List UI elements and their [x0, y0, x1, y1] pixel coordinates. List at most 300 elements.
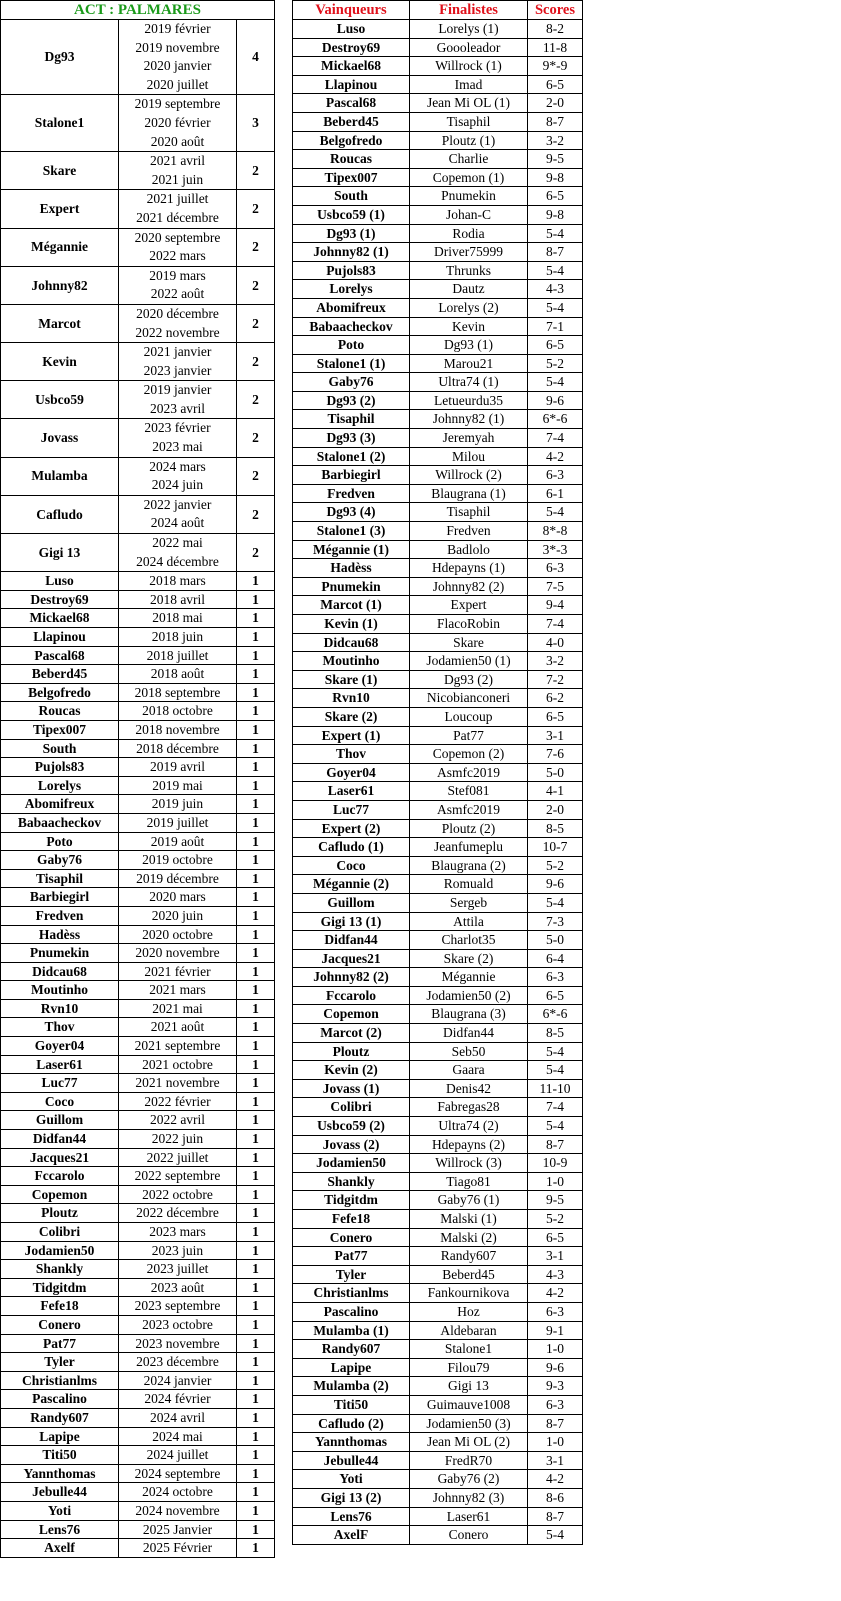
win-count: 1: [237, 1241, 275, 1260]
win-date: 2018 août: [119, 665, 237, 684]
final-winner: Roucas: [293, 150, 410, 169]
final-row: [293, 670, 583, 689]
palmares-row: [1, 813, 275, 832]
final-winner: Yoti: [293, 1470, 410, 1489]
final-finalist: Beberd45: [410, 1265, 528, 1284]
final-score: 5-0: [528, 763, 583, 782]
final-finalist: Asmfc2019: [410, 800, 528, 819]
final-score: 8-7: [528, 1507, 583, 1526]
win-date: 2021 août: [119, 1018, 237, 1037]
final-winner: Colibri: [293, 1098, 410, 1117]
final-finalist: Denis42: [410, 1079, 528, 1098]
win-date: 2023 février: [144, 420, 211, 436]
final-finalist: Expert: [410, 596, 528, 615]
win-date: 2023 novembre: [119, 1334, 237, 1353]
win-dates: [119, 419, 237, 457]
winner-name: Didcau68: [1, 962, 119, 981]
win-count: 1: [237, 813, 275, 832]
win-date: 2018 décembre: [119, 739, 237, 758]
win-count: 2: [237, 534, 275, 572]
final-finalist: Dautz: [410, 280, 528, 299]
win-count: 1: [237, 1483, 275, 1502]
final-winner: Belgofredo: [293, 131, 410, 150]
win-dates: [119, 457, 237, 495]
palmares-row: [1, 1408, 275, 1427]
final-score: 4-1: [528, 782, 583, 801]
win-dates: [119, 20, 237, 95]
winner-name: Usbco59: [1, 381, 119, 419]
win-count: 1: [237, 739, 275, 758]
palmares-row: [1, 1427, 275, 1446]
palmares-row: [1, 1204, 275, 1223]
final-finalist: Malski (1): [410, 1210, 528, 1229]
win-date: 2023 avril: [149, 400, 206, 416]
final-row: [293, 689, 583, 708]
final-row: [293, 540, 583, 559]
palmares-row: [1, 1446, 275, 1465]
final-row: [293, 819, 583, 838]
final-score: 8-2: [528, 20, 583, 39]
final-row: [293, 503, 583, 522]
final-score: 11-10: [528, 1079, 583, 1098]
final-finalist: Ploutz (1): [410, 131, 528, 150]
win-dates: [119, 228, 237, 266]
win-date: 2022 septembre: [119, 1167, 237, 1186]
win-count: 1: [237, 906, 275, 925]
final-row: [293, 317, 583, 336]
winners-header: Vainqueurs: [293, 1, 410, 20]
final-winner: Gigi 13 (1): [293, 912, 410, 931]
win-count: 1: [237, 1539, 275, 1558]
final-finalist: Driver75999: [410, 243, 528, 262]
final-finalist: Ploutz (2): [410, 819, 528, 838]
final-finalist: Fabregas28: [410, 1098, 528, 1117]
winner-name: Yoti: [1, 1501, 119, 1520]
final-winner: Stalone1 (3): [293, 522, 410, 541]
win-count: 1: [237, 1446, 275, 1465]
final-finalist: Jean Mi OL (1): [410, 94, 528, 113]
final-score: 8-6: [528, 1488, 583, 1507]
win-date: 2019 octobre: [119, 851, 237, 870]
final-score: 1-0: [528, 1433, 583, 1452]
final-winner: Yannthomas: [293, 1433, 410, 1452]
win-date: 2024 décembre: [136, 553, 219, 569]
palmares-row: [1, 343, 275, 381]
palmares-row: [1, 1278, 275, 1297]
final-winner: Usbco59 (1): [293, 205, 410, 224]
winner-name: Conero: [1, 1315, 119, 1334]
final-row: [293, 1172, 583, 1191]
win-date: 2019 février: [144, 21, 211, 36]
final-winner: Fredven: [293, 484, 410, 503]
palmares-row: [1, 1018, 275, 1037]
final-finalist: Blaugrana (1): [410, 484, 528, 503]
final-score: 6-3: [528, 968, 583, 987]
final-score: 9-5: [528, 150, 583, 169]
final-winner: Pascal68: [293, 94, 410, 113]
palmares-row: [1, 1334, 275, 1353]
final-finalist: FlacoRobin: [410, 615, 528, 634]
final-finalist: Fredven: [410, 522, 528, 541]
final-winner: Stalone1 (1): [293, 354, 410, 373]
final-score: 5-2: [528, 856, 583, 875]
final-winner: Jacques21: [293, 949, 410, 968]
win-date: 2023 janvier: [143, 362, 212, 378]
win-dates: [119, 343, 237, 381]
final-finalist: Skare (2): [410, 949, 528, 968]
final-score: 8-5: [528, 1024, 583, 1043]
final-score: 7-4: [528, 1098, 583, 1117]
final-score: 6-3: [528, 1395, 583, 1414]
final-winner: Poto: [293, 336, 410, 355]
palmares-row: [1, 646, 275, 665]
final-winner: Luso: [293, 20, 410, 39]
final-finalist: Johnny82 (2): [410, 577, 528, 596]
winner-name: Tyler: [1, 1353, 119, 1372]
palmares-row: [1, 1464, 275, 1483]
final-score: 3-1: [528, 726, 583, 745]
final-winner: Goyer04: [293, 763, 410, 782]
win-date: 2020 septembre: [134, 229, 221, 245]
final-winner: Beberd45: [293, 112, 410, 131]
final-score: 2-0: [528, 800, 583, 819]
win-date: 2024 septembre: [119, 1464, 237, 1483]
final-row: [293, 615, 583, 634]
win-count: 1: [237, 646, 275, 665]
win-count: 1: [237, 1297, 275, 1316]
win-date: 2021 juillet: [146, 191, 209, 207]
final-winner: Gigi 13 (2): [293, 1488, 410, 1507]
final-row: [293, 763, 583, 782]
winner-name: Luso: [1, 572, 119, 591]
final-winner: Luc77: [293, 800, 410, 819]
win-count: 1: [237, 944, 275, 963]
win-date: 2023 mars: [119, 1223, 237, 1242]
final-winner: AxelF: [293, 1526, 410, 1545]
final-score: 5-4: [528, 1061, 583, 1080]
win-count: 1: [237, 888, 275, 907]
win-date: 2018 novembre: [119, 720, 237, 739]
final-row: [293, 38, 583, 57]
final-row: [293, 745, 583, 764]
final-winner: Usbco59 (2): [293, 1117, 410, 1136]
final-finalist: Romuald: [410, 875, 528, 894]
win-date: 2022 juillet: [119, 1148, 237, 1167]
winner-name: Tisaphil: [1, 869, 119, 888]
winner-name: Dg93: [1, 20, 119, 95]
win-count: 1: [237, 1371, 275, 1390]
winner-name: Abomifreux: [1, 795, 119, 814]
final-row: [293, 373, 583, 392]
final-row: [293, 466, 583, 485]
win-date: 2022 octobre: [119, 1185, 237, 1204]
win-count: 1: [237, 1520, 275, 1539]
winner-name: Lapipe: [1, 1427, 119, 1446]
final-row: [293, 1488, 583, 1507]
final-score: 6-5: [528, 986, 583, 1005]
final-finalist: Tiago81: [410, 1172, 528, 1191]
final-score: 9-6: [528, 1358, 583, 1377]
win-count: 1: [237, 572, 275, 591]
final-finalist: Gaby76 (1): [410, 1191, 528, 1210]
final-finalist: Rodia: [410, 224, 528, 243]
win-count: 4: [237, 20, 275, 95]
winner-name: Barbiegirl: [1, 888, 119, 907]
win-date: 2023 octobre: [119, 1315, 237, 1334]
final-row: [293, 75, 583, 94]
final-finalist: Charlie: [410, 150, 528, 169]
final-score: 5-4: [528, 1042, 583, 1061]
winner-name: Didfan44: [1, 1130, 119, 1149]
final-row: [293, 1117, 583, 1136]
palmares-row: [1, 266, 275, 304]
palmares-row: [1, 590, 275, 609]
final-finalist: Mégannie: [410, 968, 528, 987]
final-score: 9-8: [528, 205, 583, 224]
final-winner: Jovass (1): [293, 1079, 410, 1098]
final-row: [293, 410, 583, 429]
win-count: 1: [237, 1260, 275, 1279]
win-date: 2018 juin: [119, 628, 237, 647]
final-winner: Expert (1): [293, 726, 410, 745]
final-winner: Copemon: [293, 1005, 410, 1024]
final-row: [293, 336, 583, 355]
final-winner: Dg93 (1): [293, 224, 410, 243]
win-date: 2023 mai: [152, 439, 203, 455]
win-count: 1: [237, 1092, 275, 1111]
palmares-row: [1, 981, 275, 1000]
final-row: [293, 484, 583, 503]
final-finalist: Blaugrana (2): [410, 856, 528, 875]
final-row: [293, 1098, 583, 1117]
final-finalist: Copemon (1): [410, 168, 528, 187]
win-date: 2018 avril: [119, 590, 237, 609]
final-finalist: Fankournikova: [410, 1284, 528, 1303]
palmares-row: [1, 1520, 275, 1539]
palmares-row: [1, 944, 275, 963]
final-score: 10-7: [528, 838, 583, 857]
final-score: 6-2: [528, 689, 583, 708]
win-count: 1: [237, 665, 275, 684]
win-date: 2022 février: [119, 1092, 237, 1111]
final-winner: Pujols83: [293, 261, 410, 280]
final-finalist: Pat77: [410, 726, 528, 745]
final-row: [293, 522, 583, 541]
final-score: 8-7: [528, 1414, 583, 1433]
win-date: 2023 décembre: [119, 1353, 237, 1372]
palmares-row: [1, 925, 275, 944]
win-date: 2020 février: [144, 114, 211, 130]
finalists-header: Finalistes: [410, 1, 528, 20]
final-score: 4-0: [528, 633, 583, 652]
palmares-row: [1, 609, 275, 628]
final-row: [293, 838, 583, 857]
final-winner: Babaacheckov: [293, 317, 410, 336]
win-date: 2019 août: [119, 832, 237, 851]
final-winner: Pat77: [293, 1247, 410, 1266]
final-finalist: Jeanfumeplu: [410, 838, 528, 857]
palmares-row: [1, 1353, 275, 1372]
final-finalist: Marou21: [410, 354, 528, 373]
palmares-row: [1, 419, 275, 457]
win-count: 2: [237, 266, 275, 304]
palmares-row: [1, 572, 275, 591]
winner-name: Gaby76: [1, 851, 119, 870]
winner-name: Pat77: [1, 1334, 119, 1353]
final-row: [293, 726, 583, 745]
palmares-row: [1, 683, 275, 702]
final-row: [293, 577, 583, 596]
final-row: [293, 131, 583, 150]
scores-header: Scores: [528, 1, 583, 20]
final-row: [293, 391, 583, 410]
win-count: 1: [237, 925, 275, 944]
winner-name: Mickael68: [1, 609, 119, 628]
final-row: [293, 875, 583, 894]
win-count: 1: [237, 1167, 275, 1186]
win-count: 2: [237, 381, 275, 419]
final-score: 9-8: [528, 168, 583, 187]
final-score: 7-5: [528, 577, 583, 596]
final-winner: Christianlms: [293, 1284, 410, 1303]
win-count: 1: [237, 1055, 275, 1074]
final-score: 5-4: [528, 298, 583, 317]
palmares-row: [1, 1111, 275, 1130]
win-date: 2019 juin: [119, 795, 237, 814]
final-finalist: Johan-C: [410, 205, 528, 224]
final-winner: Ploutz: [293, 1042, 410, 1061]
win-date: 2020 janvier: [143, 58, 212, 74]
winner-name: Lens76: [1, 1520, 119, 1539]
final-finalist: Goooleador: [410, 38, 528, 57]
final-finalist: Charlot35: [410, 931, 528, 950]
final-finalist: Stalone1: [410, 1340, 528, 1359]
win-count: 1: [237, 962, 275, 981]
final-score: 4-2: [528, 1470, 583, 1489]
win-date: 2021 avril: [149, 153, 206, 169]
final-winner: Didfan44: [293, 931, 410, 950]
palmares-row: [1, 628, 275, 647]
win-date: 2021 juin: [151, 171, 204, 187]
final-winner: Didcau68: [293, 633, 410, 652]
finals-table: [292, 0, 583, 1545]
final-score: 5-4: [528, 1526, 583, 1545]
final-row: [293, 1507, 583, 1526]
final-score: 7-1: [528, 317, 583, 336]
final-row: [293, 280, 583, 299]
final-score: 5-4: [528, 261, 583, 280]
win-count: 2: [237, 304, 275, 342]
final-finalist: Stef081: [410, 782, 528, 801]
win-dates: [119, 152, 237, 190]
final-finalist: Nicobianconeri: [410, 689, 528, 708]
win-date: 2024 avril: [119, 1408, 237, 1427]
palmares-row: [1, 1539, 275, 1558]
final-score: 8-7: [528, 1135, 583, 1154]
palmares-row: [1, 999, 275, 1018]
final-row: [293, 1265, 583, 1284]
final-score: 7-4: [528, 429, 583, 448]
win-dates: [119, 266, 237, 304]
final-row: [293, 652, 583, 671]
final-row: [293, 57, 583, 76]
final-row: [293, 1079, 583, 1098]
win-date: 2024 juillet: [119, 1446, 237, 1465]
final-row: [293, 1061, 583, 1080]
win-date: 2024 juin: [151, 477, 204, 493]
final-winner: Llapinou: [293, 75, 410, 94]
win-date: 2020 novembre: [119, 944, 237, 963]
final-winner: Cafludo (2): [293, 1414, 410, 1433]
win-count: 2: [237, 457, 275, 495]
final-winner: Mulamba (2): [293, 1377, 410, 1396]
palmares-row: [1, 534, 275, 572]
final-score: 3-2: [528, 131, 583, 150]
win-count: 1: [237, 981, 275, 1000]
win-date: 2018 octobre: [119, 702, 237, 721]
final-row: [293, 1358, 583, 1377]
final-score: 10-9: [528, 1154, 583, 1173]
final-winner: Fccarolo: [293, 986, 410, 1005]
final-winner: Jodamien50: [293, 1154, 410, 1173]
palmares-row: [1, 758, 275, 777]
final-winner: Lapipe: [293, 1358, 410, 1377]
win-date: 2022 mars: [149, 248, 206, 264]
final-winner: Mégannie (2): [293, 875, 410, 894]
final-finalist: Dg93 (1): [410, 336, 528, 355]
palmares-row: [1, 869, 275, 888]
win-dates: [119, 381, 237, 419]
final-score: 3-1: [528, 1247, 583, 1266]
final-row: [293, 1395, 583, 1414]
final-finalist: Aldebaran: [410, 1321, 528, 1340]
final-score: 5-4: [528, 503, 583, 522]
final-winner: Kevin (1): [293, 615, 410, 634]
final-finalist: Hoz: [410, 1302, 528, 1321]
palmares-row: [1, 1167, 275, 1186]
final-finalist: Sergeb: [410, 893, 528, 912]
winner-name: Guillom: [1, 1111, 119, 1130]
palmares-table: [0, 0, 275, 1558]
winner-name: Copemon: [1, 1185, 119, 1204]
final-row: [293, 800, 583, 819]
win-dates: [119, 534, 237, 572]
final-winner: Dg93 (2): [293, 391, 410, 410]
final-score: 6-5: [528, 336, 583, 355]
final-score: 9-1: [528, 1321, 583, 1340]
final-winner: Jovass (2): [293, 1135, 410, 1154]
win-date: 2024 mai: [119, 1427, 237, 1446]
final-finalist: Gaara: [410, 1061, 528, 1080]
winner-name: Shankly: [1, 1260, 119, 1279]
palmares-row: [1, 906, 275, 925]
final-score: 9-6: [528, 391, 583, 410]
win-date: 2018 juillet: [119, 646, 237, 665]
final-row: [293, 1005, 583, 1024]
palmares-row: [1, 1130, 275, 1149]
palmares-row: [1, 776, 275, 795]
final-score: 9-5: [528, 1191, 583, 1210]
final-row: [293, 1024, 583, 1043]
final-finalist: Ultra74 (1): [410, 373, 528, 392]
final-winner: Destroy69: [293, 38, 410, 57]
win-count: 2: [237, 190, 275, 228]
final-row: [293, 168, 583, 187]
win-count: 1: [237, 999, 275, 1018]
final-score: 6*-6: [528, 1005, 583, 1024]
win-date: 2024 février: [119, 1390, 237, 1409]
final-finalist: Attila: [410, 912, 528, 931]
